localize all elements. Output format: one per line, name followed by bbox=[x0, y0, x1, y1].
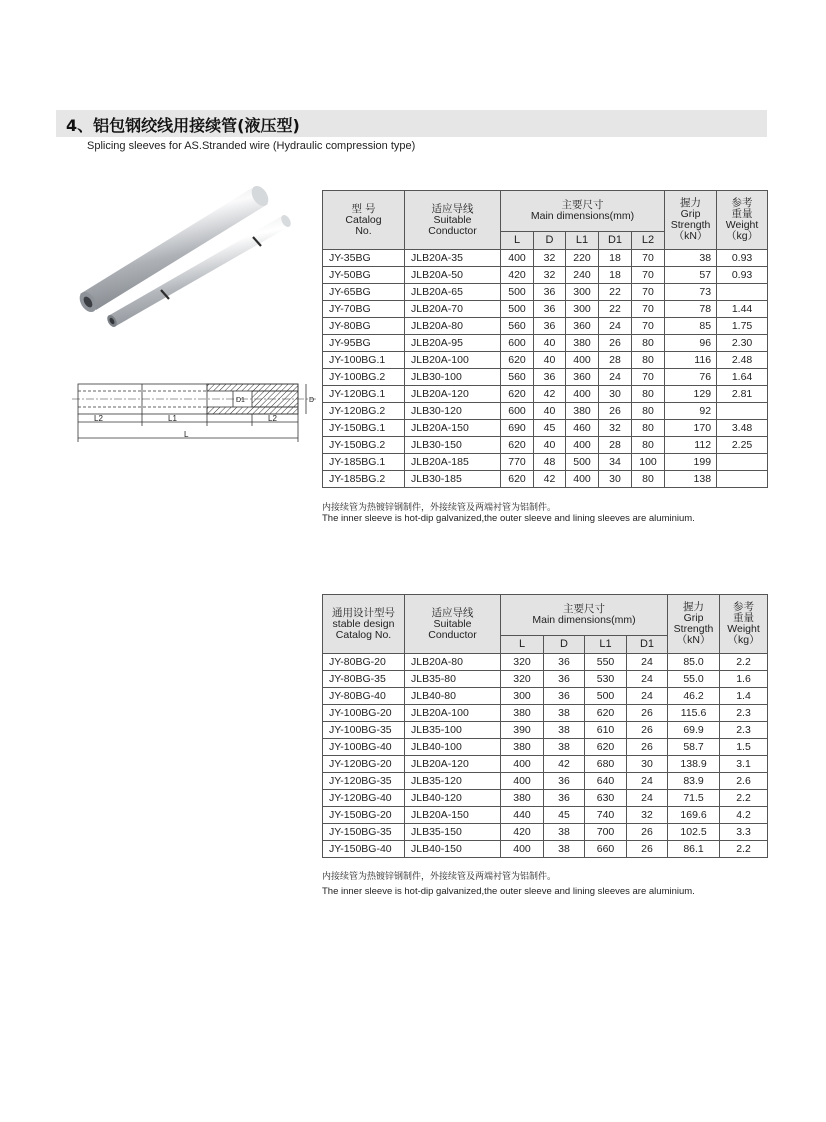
table-cell: 32 bbox=[534, 250, 566, 267]
table-cell: 620 bbox=[585, 739, 627, 756]
table-row bbox=[323, 352, 768, 369]
table-cell: JLB20A-150 bbox=[405, 807, 501, 824]
sleeve-section-outline bbox=[72, 384, 316, 442]
table-cell bbox=[717, 454, 768, 471]
table-cell: 620 bbox=[501, 386, 534, 403]
table-cell: JLB30-185 bbox=[405, 471, 501, 488]
table-cell: 380 bbox=[566, 403, 599, 420]
table-cell: 18 bbox=[599, 267, 632, 284]
table-cell: JLB40-80 bbox=[405, 688, 501, 705]
header-d1: D1 bbox=[627, 636, 668, 654]
table-cell: JLB20A-100 bbox=[405, 705, 501, 722]
table-cell: 300 bbox=[566, 284, 599, 301]
table-cell: 96 bbox=[665, 335, 717, 352]
header-catalog: 型 号 Catalog No. bbox=[323, 191, 405, 250]
header-weight: 参考 重量 Weight （kg） bbox=[717, 191, 768, 250]
table-cell: 300 bbox=[501, 688, 544, 705]
table-cell: JY-185BG.1 bbox=[323, 454, 405, 471]
table-cell: 24 bbox=[627, 671, 668, 688]
table-cell: 169.6 bbox=[668, 807, 720, 824]
table-cell: 36 bbox=[534, 318, 566, 335]
table-cell: 420 bbox=[501, 267, 534, 284]
table-cell: 28 bbox=[599, 437, 632, 454]
table-cell: 80 bbox=[632, 437, 665, 454]
header-l2: L2 bbox=[632, 232, 665, 250]
table-cell: 660 bbox=[585, 841, 627, 858]
label-l2-left: L2 bbox=[94, 414, 103, 423]
table-cell: 30 bbox=[599, 471, 632, 488]
table-row bbox=[323, 335, 768, 352]
table-cell: JLB20A-50 bbox=[405, 267, 501, 284]
table-cell: 80 bbox=[632, 352, 665, 369]
table-cell: 71.5 bbox=[668, 790, 720, 807]
table-cell: 45 bbox=[544, 807, 585, 824]
table1-note-cn: 内接续管为热镀锌钢制件，外接续管及两端衬管为铝制件。 bbox=[322, 503, 557, 513]
table-row bbox=[323, 301, 768, 318]
table-cell: 36 bbox=[534, 369, 566, 386]
table-cell: 85.0 bbox=[668, 654, 720, 671]
header-main-dimensions: 主要尺寸 Main dimensions(mm) bbox=[501, 191, 665, 232]
table-cell: 116 bbox=[665, 352, 717, 369]
table-cell: 36 bbox=[544, 654, 585, 671]
table-cell: JY-80BG-20 bbox=[323, 654, 405, 671]
table-row bbox=[323, 671, 768, 688]
table-cell: 76 bbox=[665, 369, 717, 386]
spec-table-1-body bbox=[323, 250, 768, 488]
table-cell: 40 bbox=[534, 403, 566, 420]
table-cell: 86.1 bbox=[668, 841, 720, 858]
table-cell: JLB20A-120 bbox=[405, 386, 501, 403]
table-cell: 560 bbox=[501, 318, 534, 335]
table-cell: 38 bbox=[544, 824, 585, 841]
table-cell: 770 bbox=[501, 454, 534, 471]
table-cell: JLB40-150 bbox=[405, 841, 501, 858]
table-row bbox=[323, 722, 768, 739]
table-cell: JLB20A-80 bbox=[405, 654, 501, 671]
table-cell: 610 bbox=[585, 722, 627, 739]
table-cell: 400 bbox=[566, 471, 599, 488]
table-cell: 1.5 bbox=[720, 739, 768, 756]
table-cell: JLB35-80 bbox=[405, 671, 501, 688]
table-cell: 69.9 bbox=[668, 722, 720, 739]
header-conductor: 适应导线 Suitable Conductor bbox=[405, 595, 501, 654]
table-cell: 46.2 bbox=[668, 688, 720, 705]
header-weight: 参考 重量 Weight （kg） bbox=[720, 595, 768, 654]
table-cell: 26 bbox=[627, 739, 668, 756]
label-d1: D1 bbox=[236, 397, 245, 404]
table-row bbox=[323, 739, 768, 756]
table-row bbox=[323, 437, 768, 454]
table-cell: 530 bbox=[585, 671, 627, 688]
table-cell: 320 bbox=[501, 671, 544, 688]
table-cell: 129 bbox=[665, 386, 717, 403]
table-cell: 680 bbox=[585, 756, 627, 773]
table-row bbox=[323, 267, 768, 284]
table-cell: 400 bbox=[501, 756, 544, 773]
table-cell: 2.2 bbox=[720, 654, 768, 671]
header-l: L bbox=[501, 636, 544, 654]
table-cell: JY-70BG bbox=[323, 301, 405, 318]
table-cell: 73 bbox=[665, 284, 717, 301]
table-row bbox=[323, 688, 768, 705]
table-cell: 40 bbox=[534, 437, 566, 454]
table-cell: JY-120BG-40 bbox=[323, 790, 405, 807]
table-cell: 1.6 bbox=[720, 671, 768, 688]
table-cell: JLB20A-80 bbox=[405, 318, 501, 335]
table-cell: 24 bbox=[599, 318, 632, 335]
table-cell: 380 bbox=[501, 705, 544, 722]
table-cell: JY-80BG-40 bbox=[323, 688, 405, 705]
table-cell: 38 bbox=[544, 722, 585, 739]
table-row bbox=[323, 824, 768, 841]
table-cell: 80 bbox=[632, 403, 665, 420]
table-cell: 26 bbox=[599, 403, 632, 420]
header-conductor: 适应导线 Suitable Conductor bbox=[405, 191, 501, 250]
header-l1: L1 bbox=[585, 636, 627, 654]
header-d1: D1 bbox=[599, 232, 632, 250]
table-cell: JY-80BG bbox=[323, 318, 405, 335]
table2-note-cn: 内接续管为热镀锌钢制件，外接续管及两端衬管为铝制件。 bbox=[322, 872, 557, 882]
table-cell: 70 bbox=[632, 267, 665, 284]
table-cell: 2.2 bbox=[720, 841, 768, 858]
table-cell: 740 bbox=[585, 807, 627, 824]
table-cell: 36 bbox=[544, 773, 585, 790]
table-cell: 420 bbox=[501, 824, 544, 841]
table-cell: 36 bbox=[534, 301, 566, 318]
table-cell: 18 bbox=[599, 250, 632, 267]
table-cell: 70 bbox=[632, 369, 665, 386]
table-cell: JY-65BG bbox=[323, 284, 405, 301]
table-row bbox=[323, 773, 768, 790]
table-cell: JLB35-150 bbox=[405, 824, 501, 841]
header-main-dimensions: 主要尺寸 Main dimensions(mm) bbox=[501, 595, 668, 636]
table-cell: 112 bbox=[665, 437, 717, 454]
table-cell: 700 bbox=[585, 824, 627, 841]
spec-table-2 bbox=[322, 594, 768, 858]
table-cell: 0.93 bbox=[717, 267, 768, 284]
section-title: 4、铝包钢绞线用接续管(液压型) bbox=[66, 116, 300, 135]
table-cell: 400 bbox=[501, 841, 544, 858]
table-cell: 100 bbox=[632, 454, 665, 471]
table-cell: JY-150BG-40 bbox=[323, 841, 405, 858]
table-cell: 220 bbox=[566, 250, 599, 267]
table-cell: 2.6 bbox=[720, 773, 768, 790]
table-row bbox=[323, 756, 768, 773]
table-cell: 500 bbox=[566, 454, 599, 471]
table-cell: 42 bbox=[544, 756, 585, 773]
table-row bbox=[323, 318, 768, 335]
table-cell: 48 bbox=[534, 454, 566, 471]
label-l2-right: L2 bbox=[268, 414, 277, 423]
table-cell: 32 bbox=[534, 267, 566, 284]
table-cell: 32 bbox=[627, 807, 668, 824]
table-cell: 3.48 bbox=[717, 420, 768, 437]
table-cell: JY-150BG-35 bbox=[323, 824, 405, 841]
table-cell: 2.3 bbox=[720, 722, 768, 739]
table-cell: 36 bbox=[544, 790, 585, 807]
table-cell: 80 bbox=[632, 420, 665, 437]
table-cell: JY-100BG.1 bbox=[323, 352, 405, 369]
table-cell: JLB40-120 bbox=[405, 790, 501, 807]
table-row bbox=[323, 705, 768, 722]
table-cell: 199 bbox=[665, 454, 717, 471]
label-l1: L1 bbox=[168, 414, 177, 423]
table-cell: 2.25 bbox=[717, 437, 768, 454]
table-cell: 240 bbox=[566, 267, 599, 284]
table-cell: 70 bbox=[632, 250, 665, 267]
table-cell: 70 bbox=[632, 318, 665, 335]
table-cell: JLB20A-185 bbox=[405, 454, 501, 471]
header-catalog: 通用设计型号 stable design Catalog No. bbox=[323, 595, 405, 654]
dimension-drawing bbox=[68, 372, 320, 456]
table-cell: JY-120BG-20 bbox=[323, 756, 405, 773]
table-cell: 26 bbox=[627, 841, 668, 858]
table-cell: 115.6 bbox=[668, 705, 720, 722]
table-cell: 390 bbox=[501, 722, 544, 739]
table-cell: 1.64 bbox=[717, 369, 768, 386]
table-cell: 58.7 bbox=[668, 739, 720, 756]
table-cell: JLB20A-120 bbox=[405, 756, 501, 773]
table-cell: 30 bbox=[627, 756, 668, 773]
table-cell: 690 bbox=[501, 420, 534, 437]
table-cell: JY-120BG-35 bbox=[323, 773, 405, 790]
table-cell: 4.2 bbox=[720, 807, 768, 824]
table-cell: 170 bbox=[665, 420, 717, 437]
table-cell: JY-95BG bbox=[323, 335, 405, 352]
table-cell: JLB40-100 bbox=[405, 739, 501, 756]
table-cell: 2.81 bbox=[717, 386, 768, 403]
table-cell: 640 bbox=[585, 773, 627, 790]
label-d: D bbox=[309, 397, 315, 404]
table-cell: 500 bbox=[501, 301, 534, 318]
table-cell bbox=[717, 284, 768, 301]
table-row bbox=[323, 454, 768, 471]
table-cell: 40 bbox=[534, 335, 566, 352]
table-cell: 38 bbox=[544, 841, 585, 858]
table-cell: 24 bbox=[627, 688, 668, 705]
table-cell: 80 bbox=[632, 386, 665, 403]
table-row bbox=[323, 420, 768, 437]
table-cell: 22 bbox=[599, 284, 632, 301]
table-cell: 360 bbox=[566, 369, 599, 386]
table-cell: 34 bbox=[599, 454, 632, 471]
table-cell: 320 bbox=[501, 654, 544, 671]
table-cell: 360 bbox=[566, 318, 599, 335]
header-d: D bbox=[544, 636, 585, 654]
table-cell: 26 bbox=[627, 722, 668, 739]
table-cell: 400 bbox=[566, 386, 599, 403]
table-cell: 2.30 bbox=[717, 335, 768, 352]
table-cell: JY-150BG-20 bbox=[323, 807, 405, 824]
table-cell: 38 bbox=[665, 250, 717, 267]
table-cell: JLB30-100 bbox=[405, 369, 501, 386]
table-cell: 38 bbox=[544, 739, 585, 756]
table-cell: 102.5 bbox=[668, 824, 720, 841]
header-grip-strength: 握力 Grip Strength （kN） bbox=[665, 191, 717, 250]
table-cell: 460 bbox=[566, 420, 599, 437]
table-cell: 26 bbox=[599, 335, 632, 352]
table-cell: JLB35-120 bbox=[405, 773, 501, 790]
spec-table-1 bbox=[322, 190, 768, 488]
table-cell: 300 bbox=[566, 301, 599, 318]
table-cell: 36 bbox=[544, 671, 585, 688]
table-cell: JLB20A-95 bbox=[405, 335, 501, 352]
table-cell: 380 bbox=[501, 739, 544, 756]
table-cell: JLB30-150 bbox=[405, 437, 501, 454]
table-cell: 22 bbox=[599, 301, 632, 318]
table-row bbox=[323, 386, 768, 403]
table-cell: 2.2 bbox=[720, 790, 768, 807]
table-row bbox=[323, 790, 768, 807]
table1-note-en: The inner sleeve is hot-dip galvanized,the outer sleeve and lining sleeves are aluminium. bbox=[322, 513, 695, 524]
table-cell: 26 bbox=[627, 824, 668, 841]
table2-note-en: The inner sleeve is hot-dip galvanized,the outer sleeve and lining sleeves are aluminium. bbox=[322, 886, 695, 897]
label-l: L bbox=[184, 430, 189, 439]
table-cell: 400 bbox=[566, 437, 599, 454]
spec-table-2-body bbox=[323, 654, 768, 858]
table-cell: JLB20A-35 bbox=[405, 250, 501, 267]
table-cell: 1.44 bbox=[717, 301, 768, 318]
table-cell: 57 bbox=[665, 267, 717, 284]
table-cell: 30 bbox=[599, 386, 632, 403]
table-cell: 40 bbox=[534, 352, 566, 369]
table-cell: 80 bbox=[632, 471, 665, 488]
table-cell: 620 bbox=[501, 352, 534, 369]
product-photo bbox=[72, 186, 296, 332]
table-cell: JLB20A-150 bbox=[405, 420, 501, 437]
table-cell: 380 bbox=[501, 790, 544, 807]
table-cell: JLB20A-70 bbox=[405, 301, 501, 318]
table-cell: 24 bbox=[627, 790, 668, 807]
table-row bbox=[323, 250, 768, 267]
table-cell: JLB35-100 bbox=[405, 722, 501, 739]
header-grip-strength: 握力 Grip Strength （kN） bbox=[668, 595, 720, 654]
table-cell: 620 bbox=[501, 437, 534, 454]
table-cell: 400 bbox=[501, 250, 534, 267]
table-cell: 42 bbox=[534, 471, 566, 488]
table-cell: 55.0 bbox=[668, 671, 720, 688]
table-cell: 80 bbox=[632, 335, 665, 352]
table-cell: JY-80BG-35 bbox=[323, 671, 405, 688]
table-cell: 600 bbox=[501, 335, 534, 352]
table-cell: JY-150BG.1 bbox=[323, 420, 405, 437]
table-cell: JY-185BG.2 bbox=[323, 471, 405, 488]
table-row bbox=[323, 369, 768, 386]
table-cell: JLB20A-65 bbox=[405, 284, 501, 301]
table-cell: 3.1 bbox=[720, 756, 768, 773]
table-cell: JY-100BG-20 bbox=[323, 705, 405, 722]
table-cell: 0.93 bbox=[717, 250, 768, 267]
table-cell: 550 bbox=[585, 654, 627, 671]
table-cell: 70 bbox=[632, 284, 665, 301]
table-cell: 2.3 bbox=[720, 705, 768, 722]
table-cell: JY-120BG.1 bbox=[323, 386, 405, 403]
table-cell: 500 bbox=[501, 284, 534, 301]
table-cell: JY-150BG.2 bbox=[323, 437, 405, 454]
table-cell: 42 bbox=[534, 386, 566, 403]
table-cell: JLB20A-100 bbox=[405, 352, 501, 369]
table-cell: 70 bbox=[632, 301, 665, 318]
table-cell bbox=[717, 471, 768, 488]
table-cell: JY-120BG.2 bbox=[323, 403, 405, 420]
table-cell: JY-50BG bbox=[323, 267, 405, 284]
table-cell: 400 bbox=[501, 773, 544, 790]
table-cell: 92 bbox=[665, 403, 717, 420]
table-cell bbox=[717, 403, 768, 420]
table-cell: 1.4 bbox=[720, 688, 768, 705]
header-l: L bbox=[501, 232, 534, 250]
table-cell: 3.3 bbox=[720, 824, 768, 841]
table-cell: 138.9 bbox=[668, 756, 720, 773]
table-cell: JY-100BG-40 bbox=[323, 739, 405, 756]
table-cell: 440 bbox=[501, 807, 544, 824]
table-cell: JY-100BG-35 bbox=[323, 722, 405, 739]
table-row bbox=[323, 654, 768, 671]
table-cell: 28 bbox=[599, 352, 632, 369]
table-cell: 32 bbox=[599, 420, 632, 437]
table-cell: 45 bbox=[534, 420, 566, 437]
table-cell: 380 bbox=[566, 335, 599, 352]
table-cell: 24 bbox=[599, 369, 632, 386]
table-cell: 138 bbox=[665, 471, 717, 488]
table-cell: JLB30-120 bbox=[405, 403, 501, 420]
table-cell: 83.9 bbox=[668, 773, 720, 790]
table-cell: 600 bbox=[501, 403, 534, 420]
table-cell: JY-100BG.2 bbox=[323, 369, 405, 386]
table-cell: 630 bbox=[585, 790, 627, 807]
table-cell: 78 bbox=[665, 301, 717, 318]
table-row bbox=[323, 807, 768, 824]
table-cell: 500 bbox=[585, 688, 627, 705]
table-cell: 24 bbox=[627, 654, 668, 671]
table-row bbox=[323, 841, 768, 858]
section-subtitle: Splicing sleeves for AS.Stranded wire (Hydraulic compression type) bbox=[87, 140, 416, 152]
table-cell: 38 bbox=[544, 705, 585, 722]
table-row bbox=[323, 403, 768, 420]
table-cell: 400 bbox=[566, 352, 599, 369]
table-cell: 620 bbox=[585, 705, 627, 722]
table-row bbox=[323, 471, 768, 488]
table-cell: 36 bbox=[534, 284, 566, 301]
table-cell: 85 bbox=[665, 318, 717, 335]
table-cell: 620 bbox=[501, 471, 534, 488]
table-cell: 24 bbox=[627, 773, 668, 790]
table-cell: 26 bbox=[627, 705, 668, 722]
table-cell: 2.48 bbox=[717, 352, 768, 369]
table-cell: 560 bbox=[501, 369, 534, 386]
table-row bbox=[323, 284, 768, 301]
table-cell: 36 bbox=[544, 688, 585, 705]
header-l1: L1 bbox=[566, 232, 599, 250]
header-d: D bbox=[534, 232, 566, 250]
table-cell: JY-35BG bbox=[323, 250, 405, 267]
table-cell: 1.75 bbox=[717, 318, 768, 335]
